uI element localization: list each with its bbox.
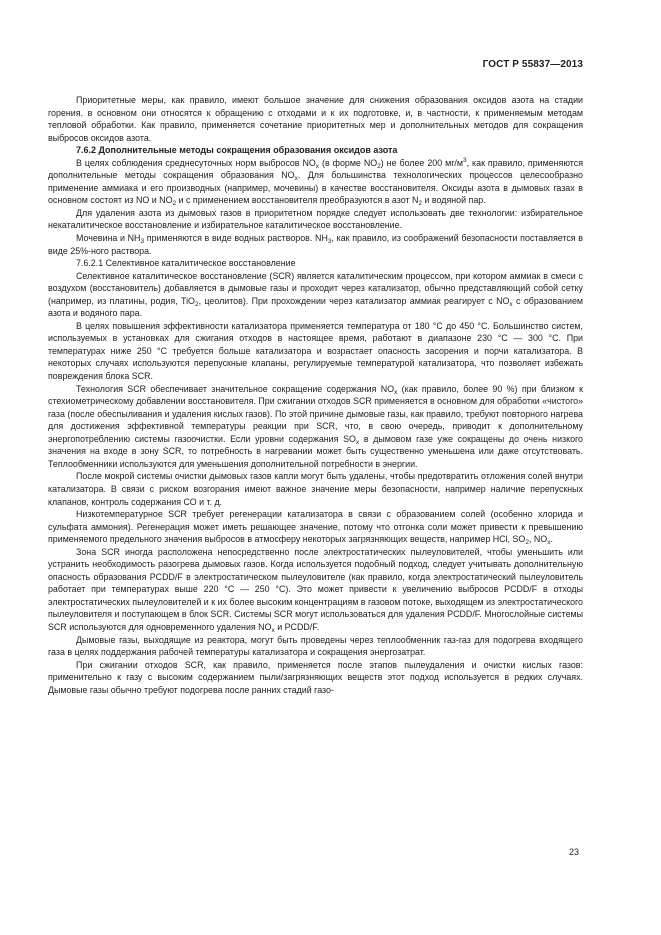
paragraph: Селективное каталитическое восстановление (SCR) является каталитическим процессом, при котором аммиак в смеси с воздухом (восстановитель) добавляется в дымовые газы и проходит через катализатор, обычно представляющий собой сетку (например, из платины, родия, TiO$_2$, цеолитов). При прохождении через катализатор аммиак реагирует с $NO_x$ с образованием азота и водяного пара. — [48, 270, 583, 319]
paragraph: Мочевина и $NH_3$ применяются в виде водных растворов. $NH_3$, как правило, из соображений безопасности поставляется в виде 25%-ного раствора. — [48, 233, 583, 256]
paragraph: При сжигании отходов SCR, как правило, применяется после этапов пылеудаления и очистки кислых газов: применительно к газу с высоким содержанием пыли/загрязняющих веществ этот подход используется в редких случаях. Дымовые газы обычно требуют подогрева после ранних стадий газо- — [48, 659, 583, 695]
paragraph: Технология SCR обеспечивает значительное сокращение содержания $NO_x$ (как правило, более 90 %) при близком к стехиометрическому добавлении восстановителя. При сжигании отходов SCR применяется в основном для обработки «чистого» газа (после обеспыливания и удаления кислых газов). По этой причине дымовые газы, как правило, требуют повторного нагрева для достижения эффективной температуры реакции при SCR, что, в свою очередь, приводит к дополнительному энергопотреблению системы газоочистки. Если уровни содержания $SO_x$ в дымовом газе уже сокращены до очень низкого значения на входе в зону SCR, то потребность в нагревании может быть существенно уменьшена или даже отсутствовать. Теплообменники используются для уменьшения дополнительной потребности в энергии. — [48, 383, 583, 469]
paragraph: После мокрой системы очистки дымовых газов капли могут быть удалены, чтобы предотвратить отложения солей внутри катализатора. В связи с риском возгорания имеют важное значение меры безопасности, например наличие перепускных клапанов, контроль содержания СО и т. д. — [48, 471, 583, 507]
paragraph: Дымовые газы, выходящие из реактора, могут быть проведены через теплообменник газ-газ для подогрева входящего газа в целях поддержания рабочей температуры катализатора и сокращения энергозатрат. — [48, 634, 583, 658]
paragraph: Приоритетные меры, как правило, имеют большое значение для снижения образования оксидов азота на стадии горения. в основном они относятся к обращению с отходами и к их подготовке, и, в частности, к применяемым методам тепловой обработки. Как правило, применяется сочетание приоритетных мер и дополнительных методов для сокращения выбросов оксидов азота. — [48, 95, 583, 143]
paragraph: Для удаления азота из дымовых газов в приоритетном порядке следует использовать две технологии: избирательное некаталитическое восстановление и избирательное каталитическое восстановление. — [48, 207, 583, 231]
paragraph: Зона SCR иногда расположена непосредственно после электростатических пылеуловителей, чтобы уменьшить или устранить необходимость разогрева дымовых газов. Когда используется подобный подход, следует учитывать дополнительную опасность образования PCDD/F в электростатическом пылеуловителе (как правило, когда электростатический пылеуловитель работает при температурах выше 220 °С — 250 °С). Это может привести к увеличению выбросов PCDD/F в отходы электростатических пылеуловителей и к их более высоким концентрациям в газовом потоке, выходящем из электростатического пылеуловителя и поступающем в блок SCR. Системы SCR могут использоваться для удаления PCDD/F. Многослойные системы SCR используются для одновременного удаления $NO_x$ и PCDD/F. — [48, 546, 583, 634]
section-heading: 7.6.2 Дополнительные методы сокращения образования оксидов азота — [76, 145, 398, 156]
document-header: ГОСТ Р 55837—2013 — [482, 59, 583, 70]
page-body — [48, 94, 583, 696]
page-number: 23 — [568, 847, 579, 857]
paragraph: В целях соблюдения среднесуточных норм выбросов $NO_x$ (в форме $NO_2$) не более 200 $мг/м^3$, как правило, применяются дополнительные методы сокращения образования $NO_x$. Для большинства технологических процессов целесообразно применение аммиака и его производных (например, мочевины) в качестве восстановителя. Оксиды азота в дымовых газах в основном состоят из NO и $NO_2$ и с применением восстановителя преобразуются в азот $N_2$ и водяной пар. — [48, 156, 584, 208]
paragraph: В целях повышения эффективности катализатора применяется температура от 180 °С до 450 °С. Большинство систем, используемых в установках для сжигания отходов в настоящее время, работают в диапазоне 230 °С — 300 °С. При температурах ниже 250 °С требуется больше катализатора и возрастает опасность засорения и порчи катализатора. В некоторых случаях используются перепускные клапаны, регулируемые температурой катализатора, что позволяет избежать повреждения блока SCR. — [48, 320, 583, 382]
paragraph: Низкотемпературное SCR требует регенерации катализатора в связи с образованием солей (особенно хлорида и сульфата аммония). Регенерация может иметь решающее значение, потому что отгонка соли может привести к превышению применяемого предельного значения выбросов в атмосферу некоторых загрязняющих веществ, например HCl, $SO_2$, $NO_x$. — [48, 509, 583, 547]
subsection-heading: 7.6.2.1 Селективное каталитическое восстановление — [76, 258, 296, 269]
